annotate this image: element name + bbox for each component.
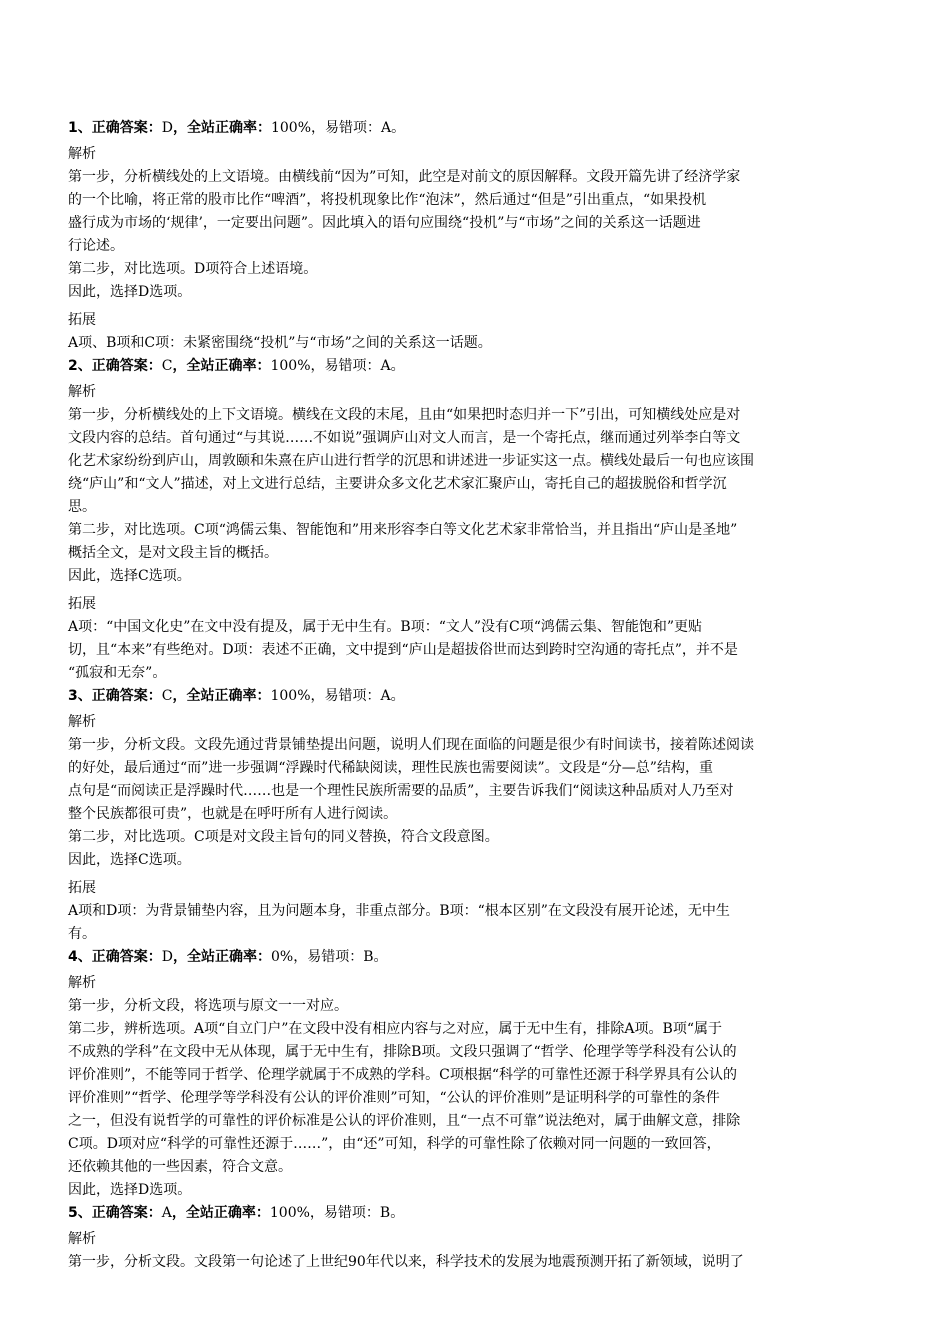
correct-answer-value: D: [161, 120, 173, 136]
error-option-label: ，易错项：: [311, 120, 382, 136]
analysis-text-line: 化艺术家纷纷到庐山，周敦颐和朱熹在庐山进行哲学的沉思和讲述进一步证实这一点。横线处最后一句也应该围: [68, 453, 754, 469]
accuracy-rate-label: 全站正确率：: [185, 1205, 270, 1221]
extension-label: 拓展: [68, 596, 96, 612]
analysis-text-line: 点句是“而阅读正是浮躁时代……也是一个理性民族所需要的品质”，主要告诉我们“阅读这种品质对人乃至对: [68, 783, 734, 799]
accuracy-rate-value: 100%: [270, 120, 312, 136]
extension-text-line: A项：“中国文化史”在文中没有提及，属于无中生有。B项：“文人”没有C项“鸿儒云集、智能饱和”更贴: [68, 619, 703, 635]
heading-end: 。: [373, 949, 388, 965]
correct-answer-value: D: [161, 949, 173, 965]
document-page: [68, 117, 883, 1274]
analysis-text-line: 因此，选择D选项。: [68, 284, 192, 300]
analysis-text-line: C项。D项对应“科学的可靠性还源于……”，由“还”可知，科学的可靠性除了依赖对同一问题的一致回答，: [68, 1136, 721, 1152]
question-separator: 、: [77, 688, 92, 704]
correct-answer-label: 正确答案：: [91, 1205, 162, 1221]
accuracy-rate-value: 100%: [270, 688, 311, 704]
heading-comma: ，: [172, 358, 187, 374]
heading-comma: ，: [172, 120, 187, 136]
extension-text-line: A项和D项：为背景铺垫内容，且为问题本身，非重点部分。B项：“根本区别”在文段没有展开论述，无中生: [68, 903, 730, 919]
correct-answer-value: C: [161, 688, 173, 704]
question-heading: [68, 355, 883, 378]
question-block: [68, 355, 883, 685]
accuracy-rate-label: 全站正确率：: [186, 688, 271, 704]
question-block: [68, 117, 883, 355]
analysis-text-line: 的一个比喻，将正常的股市比作“啤酒”，将投机现象比作“泡沫”，然后通过“但是”引出重点，“如果投机: [68, 192, 707, 208]
question-heading: [68, 117, 883, 140]
analysis-text-line: 第一步，分析横线处的上下文语境。横线在文段的末尾，且由“如果把时态归并一下”引出，可知横线处应是对: [68, 407, 741, 423]
analysis-text-line: 第二步，对比选项。C项是对文段主旨句的同义替换，符合文段意图。: [68, 829, 499, 845]
extension-text-line: A项、B项和C项：未紧密围绕“投机”与“市场”之间的关系这一话题。: [68, 335, 492, 351]
analysis-text-line: 第二步，辨析选项。A项“自立门户”在文段中没有相应内容与之对应，属于无中生有，排除A项。B项“属于: [68, 1021, 722, 1037]
analysis-label: 解析: [68, 714, 96, 730]
question-separator: 、: [77, 358, 92, 374]
heading-comma: ，: [171, 1205, 186, 1221]
analysis-text-line: 因此，选择D选项。: [68, 1182, 192, 1198]
analysis-text-line: 第一步，分析文段。文段先通过背景铺垫提出问题，说明人们现在面临的问题是很少有时间读书，接着陈述阅读: [68, 737, 754, 753]
analysis-text-line: 盛行成为市场的‘规律’，一定要出问题”。因此填入的语句应围绕“投机”与“市场”之间的关系这一话题进: [68, 215, 701, 231]
error-option-label: ，易错项：: [309, 1205, 380, 1221]
correct-answer-label: 正确答案：: [91, 358, 162, 374]
correct-answer-label: 正确答案：: [91, 688, 162, 704]
error-option-label: ，易错项：: [293, 949, 364, 965]
accuracy-rate-value: 100%: [269, 1205, 310, 1221]
error-option-value: A: [380, 688, 391, 704]
analysis-label: 解析: [68, 1231, 96, 1247]
extension-text-line: 有。: [68, 926, 96, 942]
accuracy-rate-label: 全站正确率：: [186, 358, 271, 374]
heading-end: 。: [390, 1205, 405, 1221]
error-option-value: A: [380, 358, 391, 374]
question-separator: 、: [77, 949, 92, 965]
analysis-text-line: 整个民族都很可贵”，也就是在呼吁所有人进行阅读。: [68, 806, 398, 822]
error-option-label: ，易错项：: [310, 688, 381, 704]
heading-end: 。: [390, 688, 405, 704]
analysis-text-line: 思。: [68, 499, 96, 515]
correct-answer-value: C: [161, 358, 173, 374]
question-separator: 、: [77, 1205, 92, 1221]
analysis-text-line: 因此，选择C选项。: [68, 852, 191, 868]
question-number: 4: [68, 949, 78, 965]
heading-end: 。: [390, 358, 405, 374]
analysis-text-line: 不成熟的学科”在文段中无从体现，属于无中生有，排除B项。文段只强调了“哲学、伦理学等学科没有公认的: [68, 1044, 737, 1060]
question-heading: [68, 946, 883, 969]
correct-answer-value: A: [161, 1205, 172, 1221]
analysis-text-line: 评价准则”，不能等同于哲学、伦理学就属于不成熟的学科。C项根据“科学的可靠性还源于科学界具有公认的: [68, 1067, 738, 1083]
accuracy-rate-value: 0%: [270, 949, 294, 965]
correct-answer-label: 正确答案：: [91, 949, 162, 965]
analysis-label: 解析: [68, 975, 96, 991]
extension-label: 拓展: [68, 312, 96, 328]
analysis-text-line: 因此，选择C选项。: [68, 568, 191, 584]
analysis-text-line: 评价准则”“哲学、伦理学等学科没有公认的评价准则”可知，“公认的评价准则”是证明科学的可靠性的条件: [68, 1090, 720, 1106]
extension-label: 拓展: [68, 880, 96, 896]
error-option-value: A: [381, 120, 392, 136]
question-number: 1: [68, 120, 78, 136]
analysis-text-line: 之一，但没有说哲学的可靠性的评价标准是公认的评价准则，且“一点不可靠”说法绝对，属于曲解文意，排除: [68, 1113, 741, 1129]
question-separator: 、: [77, 120, 92, 136]
analysis-text-line: 绕“庐山”和“文人”描述，对上文进行总结，主要讲众多文化艺术家汇聚庐山，寄托自己的超拔脱俗和哲学沉: [68, 476, 727, 492]
analysis-text-line: 第一步，分析横线处的上文语境。由横线前“因为”可知，此空是对前文的原因解释。文段开篇先讲了经济学家: [68, 169, 741, 185]
extension-text-line: 切，且“本来”有些绝对。D项：表述不正确，文中提到“庐山是超拔俗世而达到跨时空沟通的寄托点”，并不是: [68, 642, 738, 658]
analysis-text-line: 概括全文，是对文段主旨的概括。: [68, 545, 278, 561]
accuracy-rate-label: 全站正确率：: [186, 120, 271, 136]
analysis-label: 解析: [68, 146, 96, 162]
analysis-text-line: 第一步，分析文段，将选项与原文一一对应。: [68, 998, 348, 1014]
analysis-text-line: 第一步，分析文段。文段第一句论述了上世纪90年代以来，科学技术的发展为地震预测开拓了新领域，说明了: [68, 1254, 744, 1270]
analysis-text-line: 的好处，最后通过“而”进一步强调“浮躁时代稀缺阅读，理性民族也需要阅读”。文段是“分—总”结构，重: [68, 760, 713, 776]
heading-comma: ，: [172, 949, 187, 965]
error-option-value: B: [363, 949, 374, 965]
error-option-label: ，易错项：: [310, 358, 381, 374]
question-block: [68, 685, 883, 946]
question-heading: [68, 1202, 883, 1225]
analysis-label: 解析: [68, 384, 96, 400]
question-block: [68, 1202, 883, 1274]
question-block: [68, 946, 883, 1202]
heading-comma: ，: [172, 688, 187, 704]
analysis-text-line: 第二步，对比选项。C项“鸿儒云集、智能饱和”用来形容李白等文化艺术家非常恰当，并且指出“庐山是圣地”: [68, 522, 738, 538]
analysis-text-line: 行论述。: [68, 238, 124, 254]
question-number: 3: [68, 688, 78, 704]
correct-answer-label: 正确答案：: [91, 120, 162, 136]
analysis-text-line: 还依赖其他的一些因素，符合文意。: [68, 1159, 292, 1175]
analysis-text-line: 第二步，对比选项。D项符合上述语境。: [68, 261, 318, 277]
heading-end: 。: [391, 120, 406, 136]
extension-text-line: “孤寂和无奈”。: [68, 665, 167, 681]
question-number: 5: [68, 1205, 78, 1221]
error-option-value: B: [379, 1205, 391, 1221]
analysis-text-line: 文段内容的总结。首句通过“与其说……不如说”强调庐山对文人而言，是一个寄托点，继而通过列举李白等文: [68, 430, 741, 446]
question-heading: [68, 685, 883, 708]
accuracy-rate-value: 100%: [270, 358, 311, 374]
accuracy-rate-label: 全站正确率：: [186, 949, 271, 965]
question-number: 2: [68, 358, 78, 374]
